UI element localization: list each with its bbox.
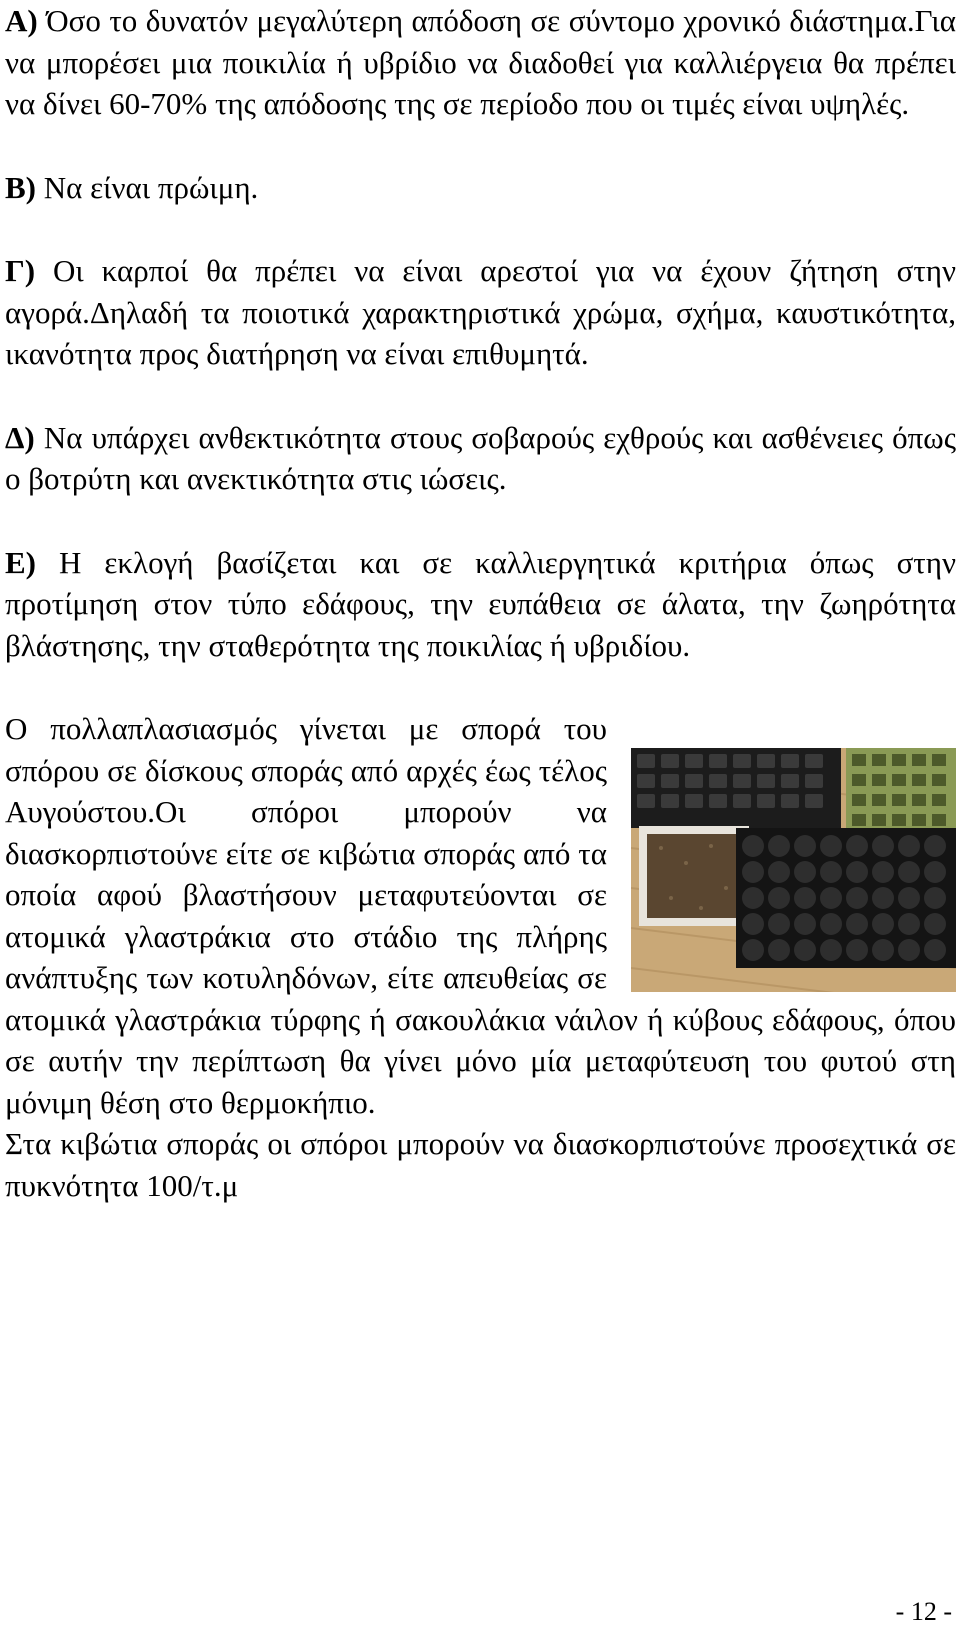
criterion-b [5, 167, 956, 209]
criterion-d [5, 417, 956, 500]
criterion-g-marker: Γ) [5, 253, 36, 288]
criterion-a [5, 0, 956, 125]
page-number: - 12 - [895, 1597, 952, 1626]
criterion-b-marker: Β) [5, 169, 36, 205]
criterion-e [5, 542, 956, 667]
criterion-b-text: Να είναι πρώιμη. [36, 169, 259, 205]
criterion-g-text: Οι καρποί θα πρέπει να είναι αρεστοί για να έχουν ζήτηση στην αγορά.Δηλαδή τα ποιοτικά χαρακτηριστικά χρώμα, σχήμα, καυστικότητα, ικανότητα προς διατήρηση να είναι επιθυμητά. [5, 253, 956, 371]
propagation-paragraph: Ο πολλαπλασιασμός γίνεται με σπορά του σπόρου σε δίσκους σποράς από αρχές έως τέλος Αυγούστου.Οι σπόροι μπορούν να διασκορπιστούνε είτε σε κιβώτια σποράς από τα οποία αφού βλαστήσουν μεταφυτεύονται σε ατομικά γλαστράκια στο στάδιο της πλήρης ανάπτυξης των κοτυληδόνων, είτε απευθείας σε ατομικά γλαστράκια τύρφης ή σακουλάκια νάιλον ή κύβους εδάφους, όπου σε αυτήν την περίπτωση θα γίνει μόνο μία μεταφύτευση του φυτού στη μόνιμη θέση στο θερμοκήπιο. [5, 711, 956, 1120]
criterion-a-text: Όσο το δυνατόν μεγαλύτερη απόδοση σε σύντομο χρονικό διάστημα.Για να μπορέσει μια ποικιλία ή υβρίδιο να διαδοθεί για καλλιέργεια θα πρέπει να δίνει 60-70% της απόδοσης της σε περίοδο που οι τιμές είναι υψηλές. [5, 3, 956, 121]
seed-trays-photo [631, 748, 956, 992]
criterion-d-marker: Δ) [5, 419, 35, 455]
spacer [5, 500, 956, 542]
criterion-g [5, 250, 956, 375]
criterion-e-text: Η εκλογή βασίζεται και σε καλλιεργητικά κριτήρια όπως στην προτίμηση στον τύπο εδάφους, την ευπάθεια σε άλατα, την ζωηρότητα βλάστησης, την σταθερότητα της ποικιλίας ή υβριδίου. [5, 544, 956, 663]
spacer [5, 375, 956, 417]
document-page [5, 0, 956, 1206]
spacer [5, 125, 956, 167]
criterion-e-marker: Ε) [5, 544, 36, 580]
seed-trays-photo-icon [631, 748, 956, 992]
spacer [5, 666, 956, 708]
spacer [5, 208, 956, 250]
criterion-a-marker: Α) [5, 3, 38, 38]
criterion-d-text: Να υπάρχει ανθεκτικότητα στους σοβαρούς εχθρούς και ασθένειες όπως ο βοτρύτη και ανεκτικότητα στις ιώσεις. [5, 419, 956, 496]
seed-boxes-paragraph: Στα κιβώτια σποράς οι σπόροι μπορούν να διασκορπιστούνε προσεχτικά σε πυκνότητα 100/τ.μ [5, 1126, 956, 1203]
